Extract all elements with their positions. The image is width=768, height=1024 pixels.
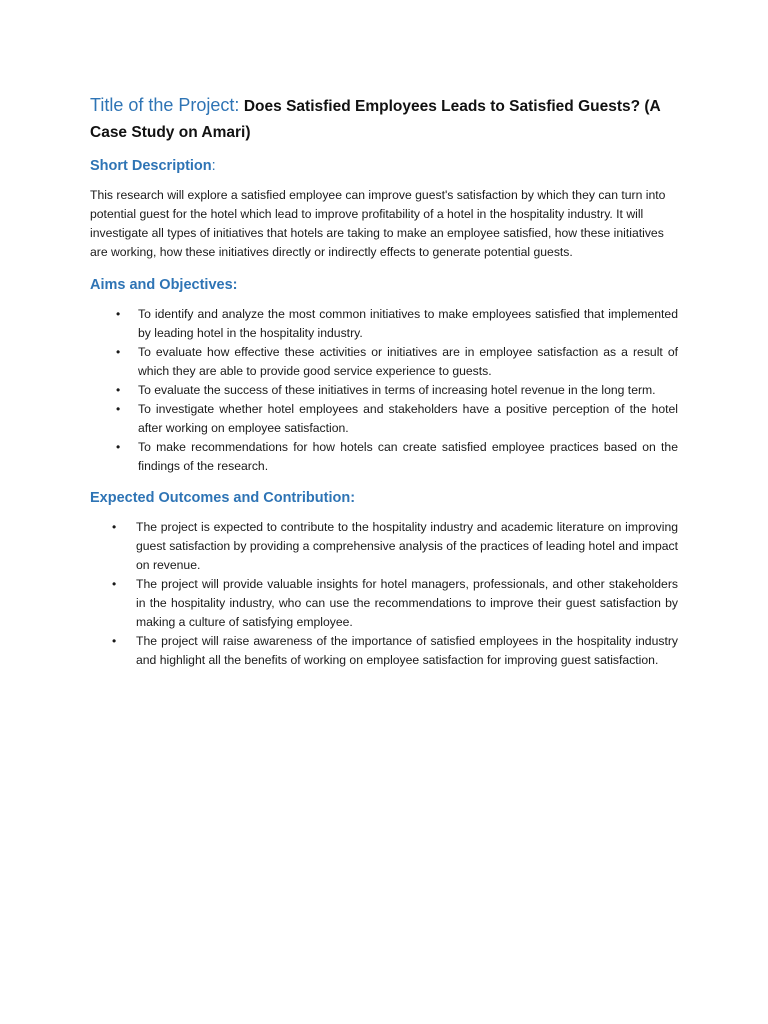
list-item [90,632,678,670]
short-description-body: This research will explore a satisfied employee can improve guest's satisfaction by which they can turn into potential guest for the hotel which lead to improve profitability of a hotel in the hospitality industry. It will investigate all types of initiatives that hotels are taking to make an employee satisfied, how these initiatives are working, how these initiatives directly or indirectly effects to generate potential guests. [90,188,666,259]
list-item-text: The project will raise awareness of the importance of satisfied employees in the hospitality industry and highlight all the benefits of working on employee satisfaction for improving guest satisfaction. [136,634,678,667]
list-item [90,400,678,438]
project-title-text: Does Satisfied Employees Leads to Satisfied Guests? (A Case Study on Amari) [90,98,661,141]
list-item [90,343,678,381]
aims-section [90,275,678,476]
bullet-icon: • [116,383,121,397]
project-title [90,92,678,146]
document-page [90,92,678,682]
outcomes-list [90,518,678,670]
outcomes-heading: Expected Outcomes and Contribution: [90,490,356,506]
bullet-icon: • [116,345,121,359]
aims-list [90,305,678,476]
short-description-heading-text: Short Description [90,158,212,174]
bullet-icon: • [116,307,121,321]
list-item-text: To investigate whether hotel employees and stakeholders have a positive perception of the hotel after working on employee satisfaction. [138,402,678,435]
list-item-text: To evaluate the success of these initiatives in terms of increasing hotel revenue in the long term. [138,383,656,397]
list-item-text: The project will provide valuable insights for hotel managers, professionals, and other stakeholders in the hospitality industry, who can use the recommendations to improve their guest satisfaction by making a culture of satisfying employee. [136,577,678,629]
bullet-icon: • [112,577,117,591]
bullet-icon: • [116,440,121,454]
bullet-icon: • [112,634,117,648]
list-item-text: The project is expected to contribute to the hospitality industry and academic literature on improving guest satisfaction by providing a comprehensive analysis of the practices of leading hotel and impact on revenue. [136,520,678,572]
short-description-heading [90,156,678,176]
list-item-text: To make recommendations for how hotels can create satisfied employee practices based on the findings of the research. [138,440,678,473]
list-item-text: To evaluate how effective these activities or initiatives are in employee satisfaction as a result of which they are able to provide good service experience to guests. [138,345,678,378]
project-title-label: Title of the Project: [90,95,240,115]
bullet-icon: • [112,520,117,534]
list-item [90,381,678,400]
bullet-icon: • [116,402,121,416]
aims-heading: Aims and Objectives: [90,277,238,293]
list-item-text: To identify and analyze the most common initiatives to make employees satisfied that implemented by leading hotel in the hospitality industry. [138,307,678,340]
short-description-heading-colon: : [211,158,216,174]
list-item [90,575,678,632]
list-item [90,438,678,476]
list-item [90,518,678,575]
list-item [90,305,678,343]
short-description-section [90,156,678,262]
outcomes-section [90,488,678,670]
